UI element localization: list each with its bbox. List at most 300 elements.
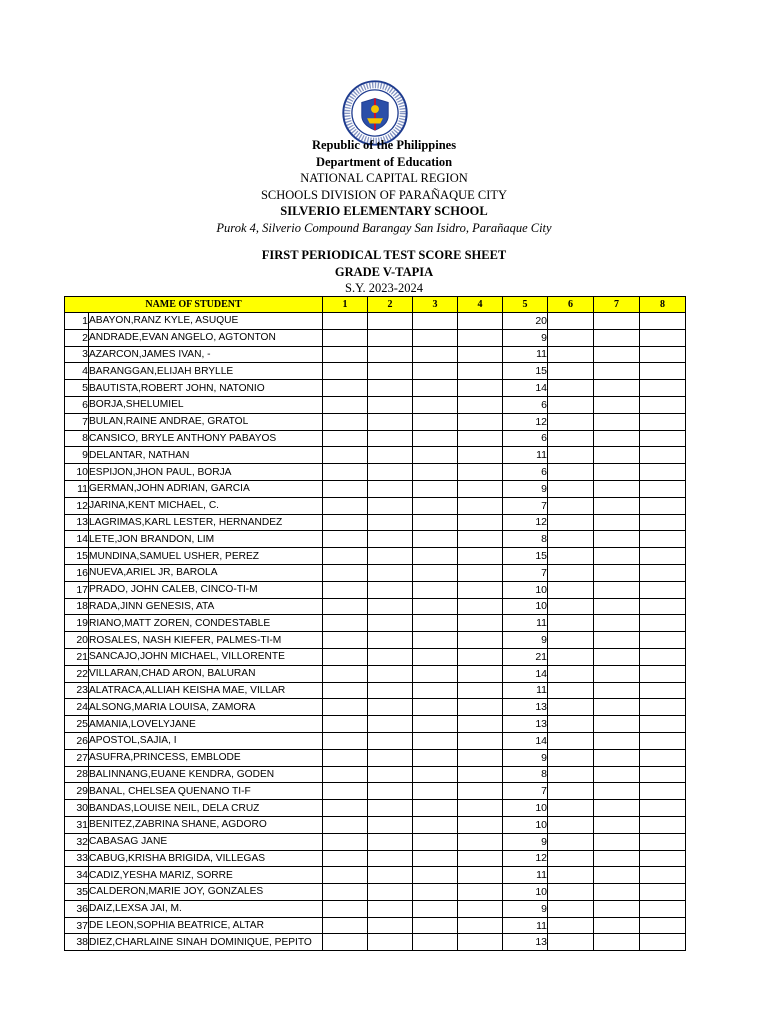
score-cell: 20 bbox=[503, 313, 548, 330]
student-name: BARANGGAN,ELIJAH BRYLLE bbox=[89, 363, 323, 380]
row-number: 15 bbox=[65, 548, 89, 565]
score-cell bbox=[640, 632, 686, 649]
score-cell bbox=[368, 867, 413, 884]
score-cell bbox=[413, 716, 458, 733]
score-cell: 10 bbox=[503, 581, 548, 598]
table-row bbox=[65, 884, 686, 901]
score-cell bbox=[413, 548, 458, 565]
score-cell bbox=[368, 833, 413, 850]
score-cell bbox=[594, 749, 640, 766]
score-cell bbox=[640, 850, 686, 867]
score-cell bbox=[368, 615, 413, 632]
score-cell bbox=[594, 632, 640, 649]
score-cell: 12 bbox=[503, 850, 548, 867]
score-cell bbox=[458, 766, 503, 783]
column-header: 4 bbox=[458, 297, 503, 313]
row-number: 29 bbox=[65, 783, 89, 800]
table-row bbox=[65, 867, 686, 884]
score-cell bbox=[548, 480, 594, 497]
score-cell bbox=[323, 783, 368, 800]
score-cell bbox=[548, 514, 594, 531]
score-cell: 9 bbox=[503, 833, 548, 850]
score-cell bbox=[323, 615, 368, 632]
score-cell bbox=[548, 329, 594, 346]
table-row bbox=[65, 699, 686, 716]
score-cell bbox=[458, 313, 503, 330]
table-row bbox=[65, 548, 686, 565]
score-cell bbox=[458, 884, 503, 901]
score-cell bbox=[594, 917, 640, 934]
score-cell bbox=[413, 346, 458, 363]
score-cell bbox=[458, 900, 503, 917]
row-number: 2 bbox=[65, 329, 89, 346]
score-cell bbox=[594, 396, 640, 413]
score-cell bbox=[323, 850, 368, 867]
score-cell bbox=[368, 934, 413, 951]
student-name: RIANO,MATT ZOREN, CONDESTABLE bbox=[89, 615, 323, 632]
score-cell bbox=[323, 598, 368, 615]
score-cell bbox=[413, 380, 458, 397]
score-cell bbox=[323, 313, 368, 330]
score-cell bbox=[413, 396, 458, 413]
score-cell bbox=[413, 430, 458, 447]
student-name: CALDERON,MARIE JOY, GONZALES bbox=[89, 884, 323, 901]
row-number: 35 bbox=[65, 884, 89, 901]
score-cell bbox=[640, 783, 686, 800]
score-cell: 15 bbox=[503, 548, 548, 565]
table-row bbox=[65, 380, 686, 397]
score-cell: 13 bbox=[503, 716, 548, 733]
score-cell bbox=[640, 313, 686, 330]
table-row bbox=[65, 917, 686, 934]
score-cell bbox=[413, 766, 458, 783]
score-cell bbox=[594, 548, 640, 565]
table-row bbox=[65, 682, 686, 699]
table-row bbox=[65, 329, 686, 346]
table-row bbox=[65, 850, 686, 867]
score-cell: 14 bbox=[503, 380, 548, 397]
school-name: SILVERIO ELEMENTARY SCHOOL bbox=[280, 204, 488, 218]
row-number: 5 bbox=[65, 380, 89, 397]
grade-section: GRADE V-TAPIA bbox=[334, 264, 434, 279]
student-name: BANAL, CHELSEA QUENANO TI-F bbox=[89, 783, 323, 800]
score-cell bbox=[368, 413, 413, 430]
score-cell bbox=[413, 413, 458, 430]
score-cell bbox=[368, 514, 413, 531]
score-cell: 7 bbox=[503, 497, 548, 514]
table-row bbox=[65, 564, 686, 581]
score-cell bbox=[458, 430, 503, 447]
score-cell bbox=[594, 867, 640, 884]
score-cell bbox=[458, 648, 503, 665]
score-cell: 10 bbox=[503, 800, 548, 817]
score-cell bbox=[368, 480, 413, 497]
score-cell bbox=[368, 430, 413, 447]
score-cell bbox=[323, 413, 368, 430]
score-cell bbox=[323, 699, 368, 716]
score-cell bbox=[640, 716, 686, 733]
score-cell: 9 bbox=[503, 329, 548, 346]
score-cell bbox=[548, 447, 594, 464]
table-row bbox=[65, 665, 686, 682]
table-row bbox=[65, 766, 686, 783]
score-cell bbox=[458, 615, 503, 632]
score-cell bbox=[640, 413, 686, 430]
score-cell bbox=[548, 900, 594, 917]
score-cell: 11 bbox=[503, 346, 548, 363]
score-cell bbox=[413, 329, 458, 346]
table-row bbox=[65, 800, 686, 817]
student-name: BALINNANG,EUANE KENDRA, GODEN bbox=[89, 766, 323, 783]
table-row bbox=[65, 833, 686, 850]
score-cell bbox=[548, 867, 594, 884]
score-cell bbox=[548, 749, 594, 766]
score-cell bbox=[458, 816, 503, 833]
score-cell bbox=[368, 329, 413, 346]
score-cell: 8 bbox=[503, 531, 548, 548]
score-cell bbox=[323, 716, 368, 733]
row-number: 6 bbox=[65, 396, 89, 413]
score-cell bbox=[458, 665, 503, 682]
score-cell bbox=[413, 363, 458, 380]
score-cell bbox=[368, 699, 413, 716]
score-cell bbox=[548, 783, 594, 800]
score-cell bbox=[413, 615, 458, 632]
score-cell bbox=[323, 531, 368, 548]
student-name: LAGRIMAS,KARL LESTER, HERNANDEZ bbox=[89, 514, 323, 531]
table-row bbox=[65, 934, 686, 951]
table-row bbox=[65, 648, 686, 665]
score-cell bbox=[640, 380, 686, 397]
row-number: 9 bbox=[65, 447, 89, 464]
student-name: AZARCON,JAMES IVAN, - bbox=[89, 346, 323, 363]
score-cell bbox=[458, 783, 503, 800]
score-cell bbox=[548, 665, 594, 682]
score-cell bbox=[548, 850, 594, 867]
score-cell bbox=[368, 531, 413, 548]
score-cell bbox=[323, 329, 368, 346]
test-title: FIRST PERIODICAL TEST SCORE SHEET bbox=[261, 248, 507, 262]
score-cell bbox=[323, 665, 368, 682]
score-cell bbox=[323, 867, 368, 884]
row-number: 14 bbox=[65, 531, 89, 548]
student-name: LETE,JON BRANDON, LIM bbox=[89, 531, 323, 548]
score-cell bbox=[594, 531, 640, 548]
score-cell bbox=[368, 816, 413, 833]
score-cell bbox=[458, 581, 503, 598]
score-cell bbox=[594, 480, 640, 497]
score-cell bbox=[323, 833, 368, 850]
score-cell bbox=[413, 447, 458, 464]
score-cell bbox=[458, 800, 503, 817]
score-cell bbox=[413, 632, 458, 649]
score-cell bbox=[323, 800, 368, 817]
score-cell bbox=[413, 783, 458, 800]
score-cell bbox=[458, 833, 503, 850]
row-number: 30 bbox=[65, 800, 89, 817]
score-cell bbox=[548, 313, 594, 330]
score-cell bbox=[413, 531, 458, 548]
score-cell bbox=[594, 665, 640, 682]
score-cell bbox=[640, 900, 686, 917]
score-cell bbox=[413, 800, 458, 817]
score-cell bbox=[413, 934, 458, 951]
student-name: JARINA,KENT MICHAEL, C. bbox=[89, 497, 323, 514]
row-number: 38 bbox=[65, 934, 89, 951]
row-number: 34 bbox=[65, 867, 89, 884]
score-cell bbox=[594, 783, 640, 800]
score-cell bbox=[548, 716, 594, 733]
row-number: 26 bbox=[65, 732, 89, 749]
score-cell bbox=[368, 682, 413, 699]
score-cell bbox=[458, 749, 503, 766]
score-cell: 9 bbox=[503, 749, 548, 766]
score-cell bbox=[594, 850, 640, 867]
score-cell: 9 bbox=[503, 900, 548, 917]
table-row bbox=[65, 783, 686, 800]
score-cell bbox=[323, 632, 368, 649]
table-row bbox=[65, 447, 686, 464]
score-cell bbox=[640, 800, 686, 817]
score-cell bbox=[640, 665, 686, 682]
score-cell: 11 bbox=[503, 917, 548, 934]
score-cell bbox=[594, 732, 640, 749]
score-cell: 6 bbox=[503, 430, 548, 447]
score-cell: 10 bbox=[503, 598, 548, 615]
row-number: 19 bbox=[65, 615, 89, 632]
score-cell bbox=[548, 816, 594, 833]
score-cell bbox=[594, 766, 640, 783]
score-cell bbox=[640, 682, 686, 699]
score-cell bbox=[458, 917, 503, 934]
score-table bbox=[64, 296, 686, 951]
score-cell bbox=[323, 581, 368, 598]
score-cell bbox=[413, 464, 458, 481]
score-cell: 12 bbox=[503, 413, 548, 430]
column-header: 6 bbox=[548, 297, 594, 313]
row-number: 25 bbox=[65, 716, 89, 733]
score-cell bbox=[323, 464, 368, 481]
score-cell bbox=[413, 833, 458, 850]
score-cell bbox=[594, 363, 640, 380]
table-row bbox=[65, 900, 686, 917]
score-cell bbox=[640, 648, 686, 665]
score-cell bbox=[368, 716, 413, 733]
score-cell bbox=[323, 548, 368, 565]
score-cell bbox=[548, 766, 594, 783]
row-number: 1 bbox=[65, 313, 89, 330]
score-cell bbox=[594, 816, 640, 833]
score-cell bbox=[548, 648, 594, 665]
score-cell bbox=[413, 581, 458, 598]
score-cell bbox=[594, 329, 640, 346]
score-cell bbox=[458, 396, 503, 413]
score-cell: 10 bbox=[503, 884, 548, 901]
student-name: BULAN,RAINE ANDRAE, GRATOL bbox=[89, 413, 323, 430]
score-cell bbox=[548, 917, 594, 934]
score-cell bbox=[458, 632, 503, 649]
table-body bbox=[65, 313, 686, 951]
score-cell bbox=[548, 464, 594, 481]
score-cell bbox=[458, 380, 503, 397]
score-cell bbox=[368, 665, 413, 682]
score-cell bbox=[413, 648, 458, 665]
score-cell bbox=[548, 632, 594, 649]
score-cell bbox=[368, 396, 413, 413]
student-name: DE LEON,SOPHIA BEATRICE, ALTAR bbox=[89, 917, 323, 934]
score-cell bbox=[594, 514, 640, 531]
score-cell bbox=[640, 749, 686, 766]
score-cell bbox=[368, 732, 413, 749]
school-year: S.Y. 2023-2024 bbox=[345, 281, 423, 295]
student-name: ALATRACA,ALLIAH KEISHA MAE, VILLAR bbox=[89, 682, 323, 699]
score-cell bbox=[323, 816, 368, 833]
score-cell bbox=[640, 598, 686, 615]
student-name: CANSICO, BRYLE ANTHONY PABAYOS bbox=[89, 430, 323, 447]
student-name: BENITEZ,ZABRINA SHANE, AGDORO bbox=[89, 816, 323, 833]
score-cell bbox=[594, 682, 640, 699]
score-cell bbox=[323, 346, 368, 363]
score-cell bbox=[458, 699, 503, 716]
score-cell bbox=[640, 531, 686, 548]
score-cell bbox=[368, 648, 413, 665]
score-cell bbox=[594, 380, 640, 397]
score-cell bbox=[458, 564, 503, 581]
score-cell: 11 bbox=[503, 867, 548, 884]
table-row bbox=[65, 413, 686, 430]
score-cell bbox=[458, 732, 503, 749]
score-cell bbox=[594, 716, 640, 733]
score-cell bbox=[413, 917, 458, 934]
score-cell bbox=[368, 800, 413, 817]
score-cell bbox=[458, 497, 503, 514]
score-cell bbox=[413, 480, 458, 497]
score-cell bbox=[594, 615, 640, 632]
table-row bbox=[65, 732, 686, 749]
score-cell bbox=[323, 447, 368, 464]
score-cell bbox=[413, 749, 458, 766]
table-row bbox=[65, 363, 686, 380]
column-header: 2 bbox=[368, 297, 413, 313]
score-cell bbox=[548, 531, 594, 548]
score-cell bbox=[594, 833, 640, 850]
score-cell bbox=[323, 380, 368, 397]
row-number: 3 bbox=[65, 346, 89, 363]
score-cell bbox=[323, 396, 368, 413]
score-cell bbox=[368, 380, 413, 397]
score-cell: 7 bbox=[503, 564, 548, 581]
score-cell bbox=[548, 581, 594, 598]
student-name: ABAYON,RANZ KYLE, ASUQUE bbox=[89, 313, 323, 330]
score-cell bbox=[458, 682, 503, 699]
score-cell bbox=[323, 682, 368, 699]
score-cell bbox=[368, 447, 413, 464]
column-header: 3 bbox=[413, 297, 458, 313]
score-cell bbox=[458, 514, 503, 531]
school-address: Purok 4, Silverio Compound Barangay San Isidro, Parañaque City bbox=[216, 220, 552, 235]
student-name: DAIZ,LEXSA JAI, M. bbox=[89, 900, 323, 917]
score-cell bbox=[413, 732, 458, 749]
row-number: 21 bbox=[65, 648, 89, 665]
score-cell bbox=[323, 917, 368, 934]
score-cell bbox=[368, 917, 413, 934]
student-name: ROSALES, NASH KIEFER, PALMES-TI-M bbox=[89, 632, 323, 649]
score-cell bbox=[548, 598, 594, 615]
score-cell bbox=[594, 581, 640, 598]
score-cell bbox=[594, 346, 640, 363]
row-number: 13 bbox=[65, 514, 89, 531]
score-cell bbox=[548, 699, 594, 716]
score-cell: 8 bbox=[503, 766, 548, 783]
table-row bbox=[65, 749, 686, 766]
score-cell bbox=[458, 548, 503, 565]
score-cell bbox=[413, 598, 458, 615]
division-line: SCHOOLS DIVISION OF PARAÑAQUE CITY bbox=[260, 187, 508, 202]
score-cell bbox=[640, 615, 686, 632]
student-name: APOSTOL,SAJIA, I bbox=[89, 732, 323, 749]
score-cell bbox=[548, 732, 594, 749]
column-header: 8 bbox=[640, 297, 686, 313]
score-cell: 11 bbox=[503, 682, 548, 699]
score-cell bbox=[594, 884, 640, 901]
student-name: ALSONG,MARIA LOUISA, ZAMORA bbox=[89, 699, 323, 716]
student-name: BORJA,SHELUMIEL bbox=[89, 396, 323, 413]
student-name: BAUTISTA,ROBERT JOHN, NATONIO bbox=[89, 380, 323, 397]
score-cell bbox=[594, 900, 640, 917]
score-cell bbox=[368, 346, 413, 363]
score-cell: 14 bbox=[503, 732, 548, 749]
row-number: 24 bbox=[65, 699, 89, 716]
score-cell bbox=[368, 564, 413, 581]
table-row bbox=[65, 464, 686, 481]
student-name: DIEZ,CHARLAINE SINAH DOMINIQUE, PEPITO bbox=[89, 934, 323, 951]
score-cell bbox=[458, 413, 503, 430]
score-cell bbox=[458, 363, 503, 380]
score-cell bbox=[640, 480, 686, 497]
score-cell bbox=[594, 497, 640, 514]
score-cell bbox=[594, 564, 640, 581]
score-cell bbox=[594, 430, 640, 447]
score-cell bbox=[548, 497, 594, 514]
student-name: GERMAN,JOHN ADRIAN, GARCIA bbox=[89, 480, 323, 497]
score-cell: 21 bbox=[503, 648, 548, 665]
score-cell bbox=[594, 934, 640, 951]
row-number: 20 bbox=[65, 632, 89, 649]
score-cell bbox=[368, 598, 413, 615]
score-cell bbox=[458, 464, 503, 481]
row-number: 17 bbox=[65, 581, 89, 598]
table-row bbox=[65, 480, 686, 497]
score-cell bbox=[640, 934, 686, 951]
score-cell bbox=[458, 531, 503, 548]
table-row bbox=[65, 497, 686, 514]
score-cell: 7 bbox=[503, 783, 548, 800]
score-cell: 11 bbox=[503, 615, 548, 632]
student-name: ESPIJON,JHON PAUL, BORJA bbox=[89, 464, 323, 481]
row-number: 4 bbox=[65, 363, 89, 380]
table-row bbox=[65, 632, 686, 649]
score-cell bbox=[368, 783, 413, 800]
score-cell bbox=[323, 648, 368, 665]
row-number: 18 bbox=[65, 598, 89, 615]
row-number: 16 bbox=[65, 564, 89, 581]
score-cell bbox=[323, 363, 368, 380]
score-cell bbox=[413, 564, 458, 581]
score-cell bbox=[323, 766, 368, 783]
score-cell bbox=[458, 850, 503, 867]
table-row bbox=[65, 716, 686, 733]
score-cell bbox=[640, 816, 686, 833]
